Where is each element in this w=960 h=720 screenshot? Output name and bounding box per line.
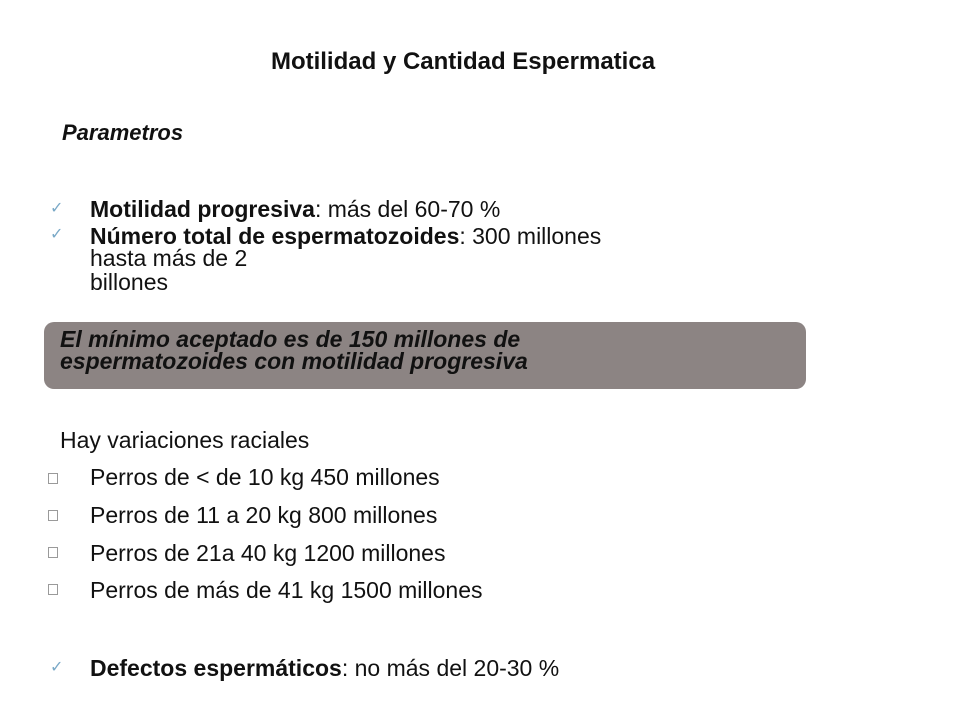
parameter-value: : no más del 20-30 %	[341, 655, 560, 681]
list-item: Perros de 21a 40 kg 1200 millones	[90, 540, 446, 566]
list-item: Perros de < de 10 kg 450 millones	[90, 464, 440, 490]
list-item: Perros de más de 41 kg 1500 millones	[90, 577, 483, 603]
highlight-text	[60, 328, 528, 372]
parameter-value: : 300 millones	[459, 223, 602, 249]
square-bullet-icon	[48, 547, 58, 558]
square-bullet-icon	[48, 510, 58, 521]
highlight-line: espermatozoides con motilidad progresiva	[60, 348, 528, 374]
subtitle-parametros: Parametros	[62, 120, 184, 145]
parameter-label: Motilidad progresiva	[90, 196, 315, 222]
slide-title: Motilidad y Cantidad Espermatica	[270, 48, 656, 75]
checkmark-icon: ✓	[50, 659, 64, 676]
parameter-continuation: billones	[90, 269, 168, 295]
parameter-label: Defectos espermáticos	[90, 655, 342, 681]
parameter-label: Número total de espermatozoides	[90, 223, 460, 249]
racial-heading: Hay variaciones raciales	[60, 427, 310, 453]
list-item: Perros de 11 a 20 kg 800 millones	[90, 502, 438, 528]
parameter-defectos	[90, 656, 559, 681]
parameter-value: : más del 60-70 %	[314, 196, 501, 222]
parameter-continuation: hasta más de 2	[90, 245, 248, 271]
square-bullet-icon	[48, 473, 58, 484]
checkmark-icon: ✓	[50, 226, 64, 243]
checkmark-icon: ✓	[50, 200, 64, 217]
square-bullet-icon	[48, 584, 58, 595]
parameter-motilidad	[90, 197, 500, 222]
highlight-line: El mínimo aceptado es de 150 millones de	[60, 326, 521, 352]
